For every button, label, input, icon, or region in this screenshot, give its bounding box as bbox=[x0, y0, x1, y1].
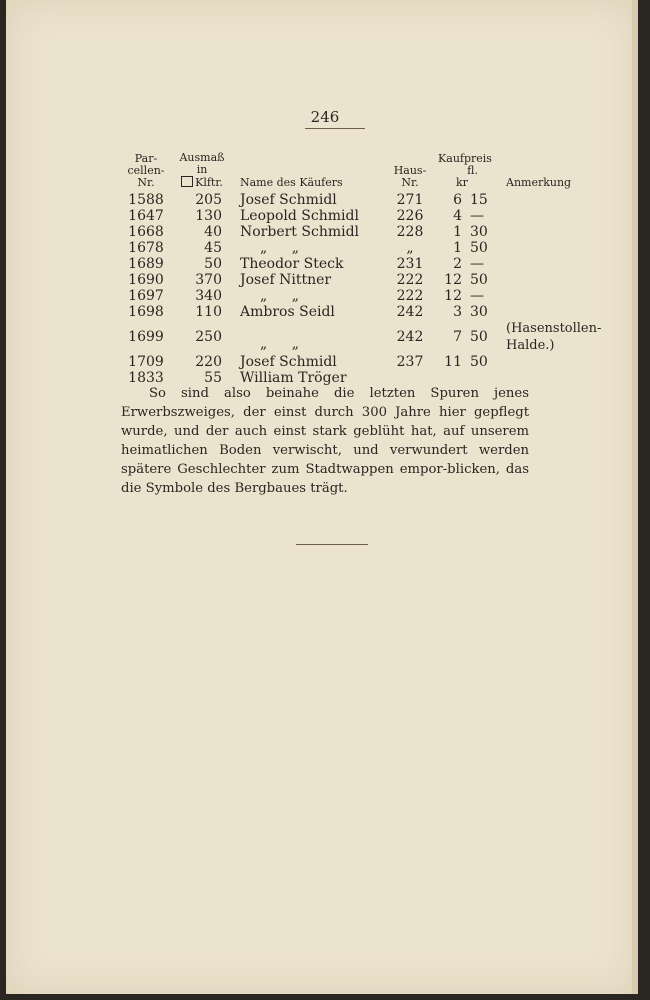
table-row bbox=[118, 288, 603, 304]
cell-kr: 50 bbox=[470, 240, 488, 256]
header-anmerkung: Anmerkung bbox=[506, 176, 572, 189]
header-ausmass bbox=[174, 152, 230, 192]
cell-house: 222 bbox=[396, 272, 424, 288]
cell-name: Leopold Schmidl bbox=[240, 208, 359, 224]
table-row bbox=[118, 354, 603, 370]
cell-area: 40 bbox=[204, 224, 222, 240]
cell-area: 250 bbox=[195, 329, 222, 345]
page-number: 246 bbox=[310, 108, 340, 126]
cell-parcel: 1699 bbox=[128, 329, 164, 345]
cell-kr: — bbox=[470, 256, 484, 272]
cell-note bbox=[496, 272, 603, 288]
header-kaufpreis bbox=[434, 152, 496, 192]
cell-parcel: 1833 bbox=[128, 370, 164, 386]
cell-name-ditto: „ „ bbox=[260, 240, 299, 256]
cell-note bbox=[496, 192, 603, 208]
cell-parcel: 1588 bbox=[128, 192, 164, 208]
cell-area: 50 bbox=[204, 256, 222, 272]
table-row bbox=[118, 240, 603, 256]
header-kr: kr bbox=[456, 176, 468, 189]
cell-name: William Tröger bbox=[240, 370, 347, 386]
header-ausmass-unit: Klftr. bbox=[195, 176, 223, 189]
cell-area: 130 bbox=[195, 208, 222, 224]
cell-house: 226 bbox=[396, 208, 424, 224]
cell-name: Ambros Seidl bbox=[240, 304, 335, 320]
cell-note bbox=[496, 240, 603, 256]
cell-fl: 6 bbox=[453, 192, 462, 208]
cell-house: 242 bbox=[396, 304, 424, 320]
cell-note bbox=[496, 354, 603, 370]
cell-parcel: 1689 bbox=[128, 256, 164, 272]
cell-fl: 11 bbox=[444, 354, 462, 370]
cell-fl: 2 bbox=[453, 256, 462, 272]
body-paragraph: So sind also beinahe die letzten Spuren jenes Erwerbszweiges, der einst durch 300 Jahre hier gepflegt wurde, und der auch einst stark geblüht hat, auf unserem heimatlichen Boden verwischt, und verwundert werden spätere Geschlechter zum Stadtwappen empor-blicken, das die Symbole des Bergbaues trägt. bbox=[121, 386, 529, 496]
cell-note bbox=[496, 256, 603, 272]
cell-fl: 12 bbox=[444, 272, 462, 288]
cell-parcel: 1690 bbox=[128, 272, 164, 288]
cell-name: Josef Schmidl bbox=[240, 192, 337, 208]
cell-fl: 7 bbox=[453, 329, 462, 345]
cell-house: 271 bbox=[396, 192, 424, 208]
table-header-row bbox=[118, 152, 603, 192]
page-edge bbox=[632, 0, 638, 994]
cell-fl: 3 bbox=[453, 304, 462, 320]
table-row bbox=[118, 256, 603, 272]
cell-area: 45 bbox=[204, 240, 222, 256]
cell-house: 231 bbox=[396, 256, 424, 272]
cell-parcel: 1698 bbox=[128, 304, 164, 320]
parcel-sales-table bbox=[118, 152, 603, 386]
table-row bbox=[118, 304, 603, 320]
cell-area: 110 bbox=[195, 304, 222, 320]
cell-house: 228 bbox=[396, 224, 424, 240]
cell-parcel: 1668 bbox=[128, 224, 164, 240]
section-end-rule bbox=[296, 544, 368, 545]
cell-kr: 50 bbox=[470, 272, 488, 288]
cell-kr: 15 bbox=[470, 192, 488, 208]
cell-house: 222 bbox=[396, 288, 424, 304]
cell-note bbox=[496, 304, 603, 320]
header-name: Name des Käufers bbox=[240, 176, 343, 189]
cell-name-ditto: „ „ bbox=[260, 288, 299, 304]
cell-kr: 50 bbox=[470, 329, 488, 345]
cell-name: Theodor Steck bbox=[240, 256, 344, 272]
cell-area: 220 bbox=[195, 354, 222, 370]
cell-kr: 50 bbox=[470, 354, 488, 370]
table-row bbox=[118, 208, 603, 224]
table-row bbox=[118, 272, 603, 288]
cell-note bbox=[496, 208, 603, 224]
header-parcellen: Par- cellen- Nr. bbox=[127, 152, 165, 189]
cell-fl: 1 bbox=[453, 224, 462, 240]
cell-name: Josef Nittner bbox=[240, 272, 332, 288]
header-ausmass-label: Ausmaß in bbox=[179, 151, 225, 176]
cell-note bbox=[496, 224, 603, 240]
cell-house: „ bbox=[406, 240, 414, 256]
table-row bbox=[118, 224, 603, 240]
cell-house: 237 bbox=[396, 354, 424, 370]
cell-house: 242 bbox=[396, 329, 424, 345]
cell-area: 340 bbox=[195, 288, 222, 304]
cell-area: 370 bbox=[195, 272, 222, 288]
cell-parcel: 1709 bbox=[128, 354, 164, 370]
table-row bbox=[118, 320, 603, 354]
cell-parcel: 1647 bbox=[128, 208, 164, 224]
cell-area: 55 bbox=[204, 370, 222, 386]
cell-name: Josef Schmidl bbox=[240, 354, 337, 370]
square-icon bbox=[181, 176, 193, 187]
header-fl: fl. bbox=[467, 164, 478, 177]
table-row bbox=[118, 192, 603, 208]
cell-fl: 12 bbox=[444, 288, 462, 304]
header-kaufpreis-label: Kaufpreis bbox=[438, 152, 492, 165]
cell-note bbox=[496, 288, 603, 304]
cell-fl: 4 bbox=[453, 208, 462, 224]
cell-kr: — bbox=[470, 208, 484, 224]
cell-parcel: 1697 bbox=[128, 288, 164, 304]
cell-kr: — bbox=[470, 288, 484, 304]
cell-name: Norbert Schmidl bbox=[240, 224, 360, 240]
cell-name-ditto: „ „ bbox=[260, 336, 299, 352]
page-number-rule bbox=[305, 128, 365, 129]
cell-parcel: 1678 bbox=[128, 240, 164, 256]
cell-kr: 30 bbox=[470, 304, 488, 320]
cell-fl: 1 bbox=[453, 240, 462, 256]
cell-area: 205 bbox=[195, 192, 222, 208]
cell-kr: 30 bbox=[470, 224, 488, 240]
cell-note: (Hasenstollen-Halde.) bbox=[506, 321, 602, 353]
header-haus: Haus- Nr. bbox=[393, 164, 427, 189]
